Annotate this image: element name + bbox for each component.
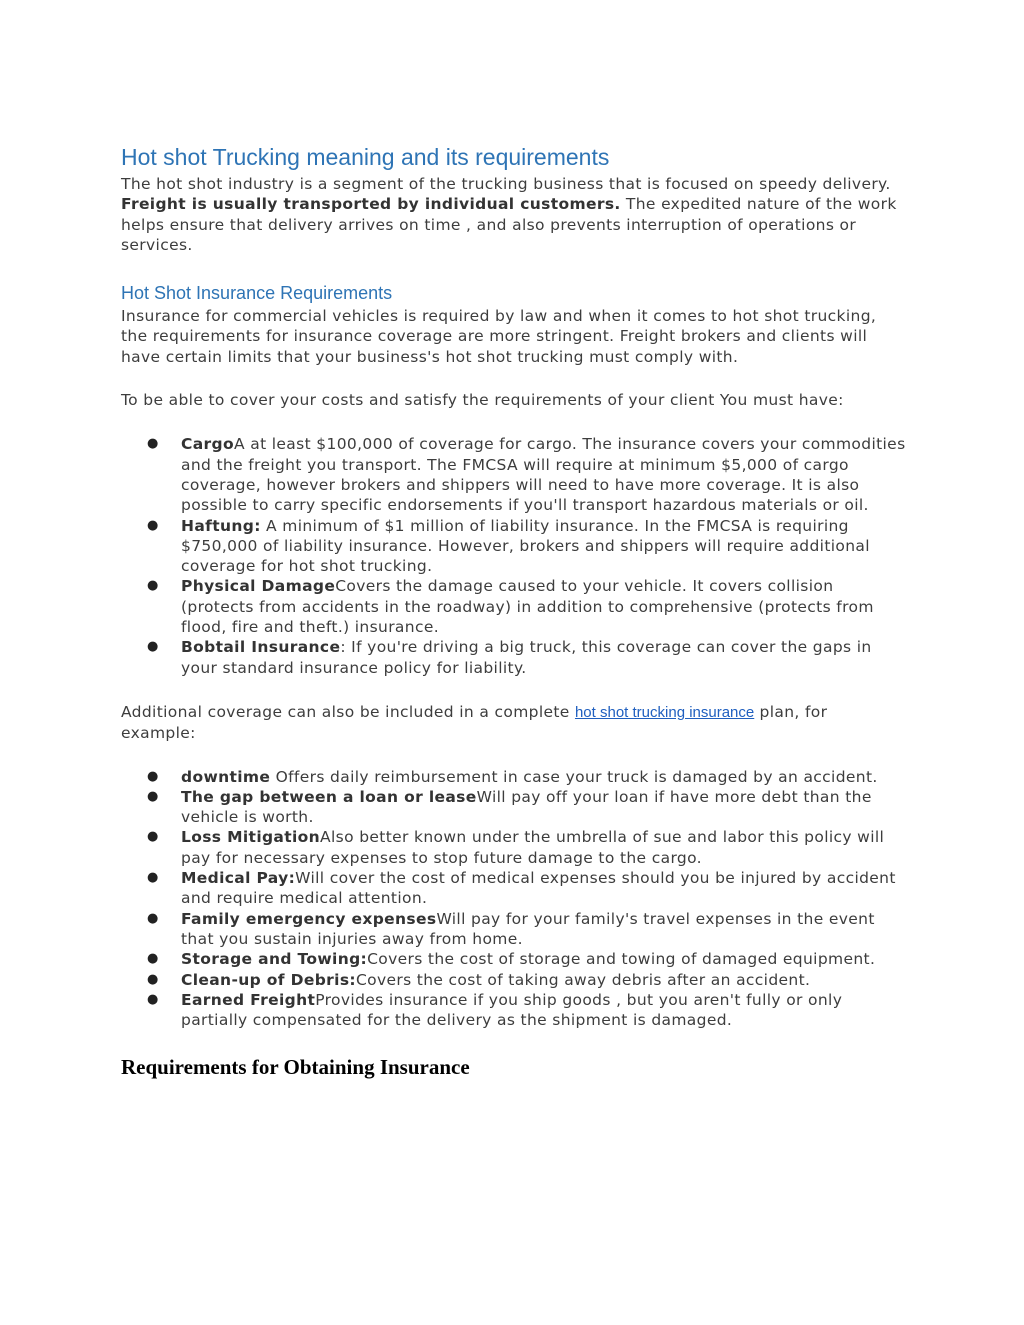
bullet-icon: ● xyxy=(147,436,159,452)
item-text: Will pay for your family's travel expenses in the event that you sustain injuries away from home. xyxy=(181,909,875,948)
item-term: Physical Damage xyxy=(181,577,336,596)
item-text: : If you're driving a big truck, this coverage can cover the gaps in your standard insurance policy for liability. xyxy=(181,638,872,677)
intro-text-start: The hot shot industry is a segment of the trucking business that is focused on speedy delivery. xyxy=(121,175,891,193)
item-term: Medical Pay: xyxy=(181,869,296,888)
item-term: Clean-up of Debris: xyxy=(181,970,356,989)
bullet-icon: ● xyxy=(147,829,159,845)
item-text: Will cover the cost of medical expenses should you be injured by accident and require medical attention. xyxy=(181,869,896,908)
item-text: A minimum of $1 million of liability insurance. In the FMCSA is requiring $750,000 of liability insurance. However, brokers and shippers will require additional coverage for hot shot trucking. xyxy=(181,516,870,576)
item-text: A at least $100,000 of coverage for cargo. The insurance covers your commodities and the freight you transport. The FMCSA will require at minimum $5,000 of cargo coverage, however brokers and shippers will need to have more coverage. It is also possible to carry specific endorsements if you'll transport hazardous materials or oil. xyxy=(181,435,906,515)
item-text: Provides insurance if you ship goods , but you aren't fully or only partially compensated for the delivery as the shipment is damaged. xyxy=(181,990,843,1030)
required-coverage-list xyxy=(121,434,906,678)
intro-paragraph xyxy=(121,174,906,255)
hot-shot-insurance-link[interactable]: hot shot trucking insurance xyxy=(574,703,755,721)
item-text: Covers the damage caused to your vehicle. It covers collision (protects from accidents in the roadway) in addition to comprehensive (protects from flood, fire and theft.) insurance. xyxy=(181,577,874,637)
list-item xyxy=(121,827,906,868)
bullet-icon: ● xyxy=(147,517,159,533)
bullet-icon: ● xyxy=(147,971,159,987)
intro-text-end: The expedited nature of the work helps ensure that delivery arrives on time , and also prevents interruption of operations or services. xyxy=(121,195,897,254)
item-text: Also better known under the umbrella of sue and labor this policy will pay for necessary expenses to stop future damage to the cargo. xyxy=(181,828,885,867)
list-item xyxy=(121,767,906,787)
bullet-icon: ● xyxy=(147,910,159,926)
item-text: Will pay off your loan if have more debt than the vehicle is worth. xyxy=(181,787,872,827)
list-item xyxy=(121,516,906,577)
item-term: downtime xyxy=(181,767,271,786)
item-term: Loss Mitigation xyxy=(181,828,321,847)
intro-bold-text: Freight is usually transported by individual customers. xyxy=(121,195,621,214)
list-item xyxy=(121,434,906,515)
item-text: Offers daily reimbursement in case your truck is damaged by an accident. xyxy=(270,767,878,786)
list-item xyxy=(121,990,906,1031)
list-item xyxy=(121,576,906,637)
additional-text-start: Additional coverage can also be included in a complete xyxy=(121,702,575,721)
additional-paragraph xyxy=(121,702,906,744)
item-text: Covers the cost of taking away debris after an accident. xyxy=(355,970,811,989)
document-content xyxy=(121,141,906,1081)
item-text: Covers the cost of storage and towing of damaged equipment. xyxy=(367,950,876,969)
bullet-icon: ● xyxy=(147,951,159,967)
section-paragraph-2: To be able to cover your costs and satisfy the requirements of your client You must have: xyxy=(121,391,844,410)
additional-text-end: plan, for example: xyxy=(121,702,828,743)
page-title: Hot shot Trucking meaning and its requirements xyxy=(121,144,610,170)
section-paragraph-1: Insurance for commercial vehicles is required by law and when it comes to hot shot trucking, the requirements for insurance coverage are more stringent. Freight brokers and clients will have certain limits that your business's hot shot trucking must comply with. xyxy=(121,307,877,366)
bullet-icon: ● xyxy=(147,578,159,594)
item-term: Family emergency expenses xyxy=(181,909,437,928)
bullet-icon: ● xyxy=(147,639,159,655)
bottom-heading: Requirements for Obtaining Insurance xyxy=(121,1055,470,1080)
bullet-icon: ● xyxy=(147,768,159,784)
list-item xyxy=(121,909,906,950)
item-term: Haftung: xyxy=(181,516,261,535)
item-term: Earned Freight xyxy=(181,990,316,1009)
list-item xyxy=(121,970,906,990)
list-item xyxy=(121,787,906,828)
item-term: Storage and Towing: xyxy=(181,950,368,969)
list-item xyxy=(121,868,906,909)
item-term: Cargo xyxy=(181,435,234,454)
list-item xyxy=(121,949,906,969)
item-term: Bobtail Insurance xyxy=(181,638,341,657)
bullet-icon: ● xyxy=(147,870,159,886)
section-heading: Hot Shot Insurance Requirements xyxy=(121,283,393,304)
additional-coverage-list xyxy=(121,767,906,1031)
bullet-icon: ● xyxy=(147,991,159,1007)
item-term: The gap between a loan or lease xyxy=(181,787,477,806)
bullet-icon: ● xyxy=(147,788,159,804)
list-item xyxy=(121,637,906,678)
